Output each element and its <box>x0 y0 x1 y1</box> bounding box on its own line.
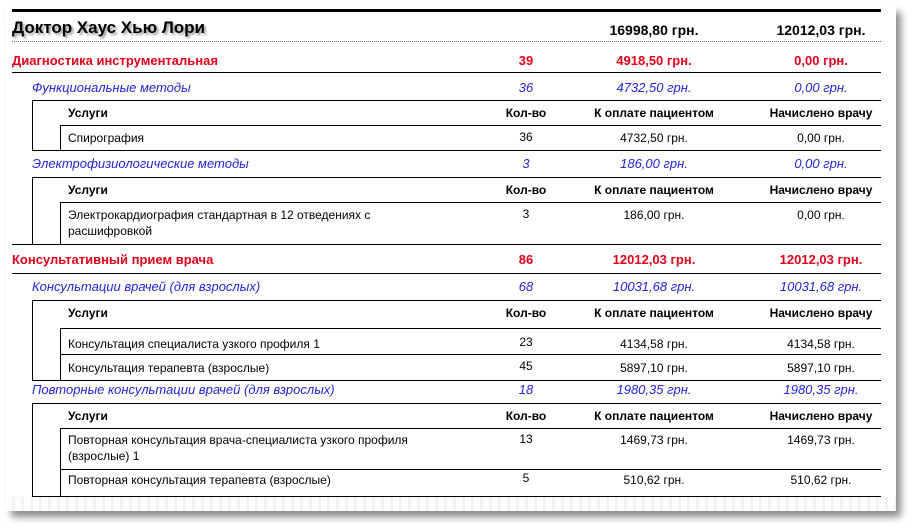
service-name: Консультация специалиста узкого профиля 1 <box>68 337 320 351</box>
service-patient-pay: 4732,50 грн. <box>620 131 688 145</box>
service-patient-pay: 186,00 грн. <box>623 208 685 222</box>
col-header-services: Услуги <box>68 106 108 120</box>
group-separator <box>32 100 881 101</box>
service-doctor-accrued: 0,00 грн. <box>797 208 845 222</box>
row-separator <box>32 150 881 151</box>
category-doctor-accrued: 0,00 грн. <box>794 53 848 68</box>
category-separator <box>12 244 881 245</box>
doctor-name: Доктор Хаус Хью Лори <box>12 18 205 37</box>
col-header-patient-pay: К оплате пациентом <box>594 409 714 423</box>
group-separator <box>32 177 881 178</box>
report-sheet <box>6 6 896 511</box>
service-name: Повторная консультация врача-специалиста узкого профиля (взрослые) 1 <box>68 433 408 463</box>
group-left-border <box>32 300 33 380</box>
service-name: Консультация терапевта (взрослые) <box>68 361 270 375</box>
col-header-qty: Кол-во <box>505 306 547 320</box>
service-doctor-accrued: 0,00 грн. <box>797 131 845 145</box>
group-left-border <box>32 177 33 244</box>
col-header-services: Услуги <box>68 183 108 197</box>
table-left-border <box>60 125 61 150</box>
category-qty: 39 <box>518 53 534 68</box>
service-doctor-accrued: 4134,58 грн. <box>787 337 855 351</box>
group-left-border <box>32 403 33 498</box>
service-qty: 45 <box>519 359 533 373</box>
col-header-qty: Кол-во <box>505 106 547 120</box>
group-title: Консультации врачей (для взрослых) <box>32 279 261 294</box>
service-patient-pay: 1469,73 грн. <box>620 433 688 447</box>
group-title: Функциональные методы <box>32 80 191 95</box>
service-qty: 3 <box>522 207 530 221</box>
col-header-patient-pay: К оплате пациентом <box>594 183 714 197</box>
doctor-accrued-total: 12012,03 грн. <box>776 22 866 38</box>
service-doctor-accrued: 1469,73 грн. <box>787 433 855 447</box>
category-title: Консультативный прием врача <box>12 252 214 267</box>
table-header-separator <box>60 428 881 429</box>
group-separator <box>32 300 881 301</box>
row-separator <box>60 354 881 355</box>
top-rule <box>12 9 881 12</box>
category-qty: 86 <box>518 252 534 267</box>
service-doctor-accrued: 510,62 грн. <box>790 473 852 487</box>
row-separator <box>32 380 881 381</box>
table-header-separator <box>60 328 881 329</box>
category-separator <box>12 273 881 274</box>
col-header-doctor-accrued: Начислено врачу <box>769 306 873 320</box>
category-patient-pay: 4918,50 грн. <box>616 53 692 68</box>
table-left-border <box>60 428 61 498</box>
group-left-border <box>32 100 33 150</box>
col-header-doctor-accrued: Начислено врачу <box>769 409 873 423</box>
service-name: Спирография <box>68 131 145 145</box>
group-doctor-accrued: 0,00 грн. <box>794 156 848 171</box>
service-qty: 13 <box>519 432 533 446</box>
service-name: Повторная консультация терапевта (взрослые) <box>68 473 331 487</box>
group-doctor-accrued: 0,00 грн. <box>794 80 848 95</box>
group-qty: 68 <box>518 279 534 294</box>
category-separator <box>12 72 881 73</box>
group-doctor-accrued: 10031,68 грн. <box>779 279 863 294</box>
service-name: Электрокардиография стандартная в 12 отведениях с расшифровкой <box>68 208 371 238</box>
row-separator <box>60 469 881 470</box>
col-header-patient-pay: К оплате пациентом <box>594 106 714 120</box>
col-header-doctor-accrued: Начислено врачу <box>769 106 873 120</box>
service-patient-pay: 510,62 грн. <box>623 473 685 487</box>
service-patient-pay: 5897,10 грн. <box>620 361 688 375</box>
col-header-patient-pay: К оплате пациентом <box>594 306 714 320</box>
group-qty: 36 <box>518 80 534 95</box>
group-separator <box>32 403 881 404</box>
category-title: Диагностика инструментальная <box>12 53 218 68</box>
group-doctor-accrued: 1980,35 грн. <box>783 382 859 397</box>
service-doctor-accrued: 5897,10 грн. <box>787 361 855 375</box>
table-left-border <box>60 202 61 244</box>
group-patient-pay: 10031,68 грн. <box>612 279 696 294</box>
group-qty: 3 <box>522 156 530 171</box>
doctor-patient-total: 16998,80 грн. <box>609 22 699 38</box>
col-header-services: Услуги <box>68 306 108 320</box>
group-patient-pay: 4732,50 грн. <box>616 80 692 95</box>
category-doctor-accrued: 12012,03 грн. <box>779 252 863 267</box>
table-header-separator <box>60 202 881 203</box>
service-qty: 23 <box>519 335 533 349</box>
service-qty: 36 <box>519 130 533 144</box>
torn-edge <box>6 489 896 511</box>
group-patient-pay: 186,00 грн. <box>620 156 688 171</box>
service-qty: 5 <box>522 471 530 485</box>
group-title: Повторные консультации врачей (для взрослых) <box>32 382 335 397</box>
header-separator <box>12 41 881 42</box>
group-qty: 18 <box>518 382 534 397</box>
col-header-qty: Кол-во <box>505 183 547 197</box>
col-header-qty: Кол-во <box>505 409 547 423</box>
category-patient-pay: 12012,03 грн. <box>612 252 696 267</box>
col-header-doctor-accrued: Начислено врачу <box>769 183 873 197</box>
row-separator <box>32 496 881 497</box>
service-patient-pay: 4134,58 грн. <box>620 337 688 351</box>
group-title: Электрофизиологические методы <box>32 156 249 171</box>
group-patient-pay: 1980,35 грн. <box>616 382 692 397</box>
col-header-services: Услуги <box>68 409 108 423</box>
table-header-separator <box>60 125 881 126</box>
